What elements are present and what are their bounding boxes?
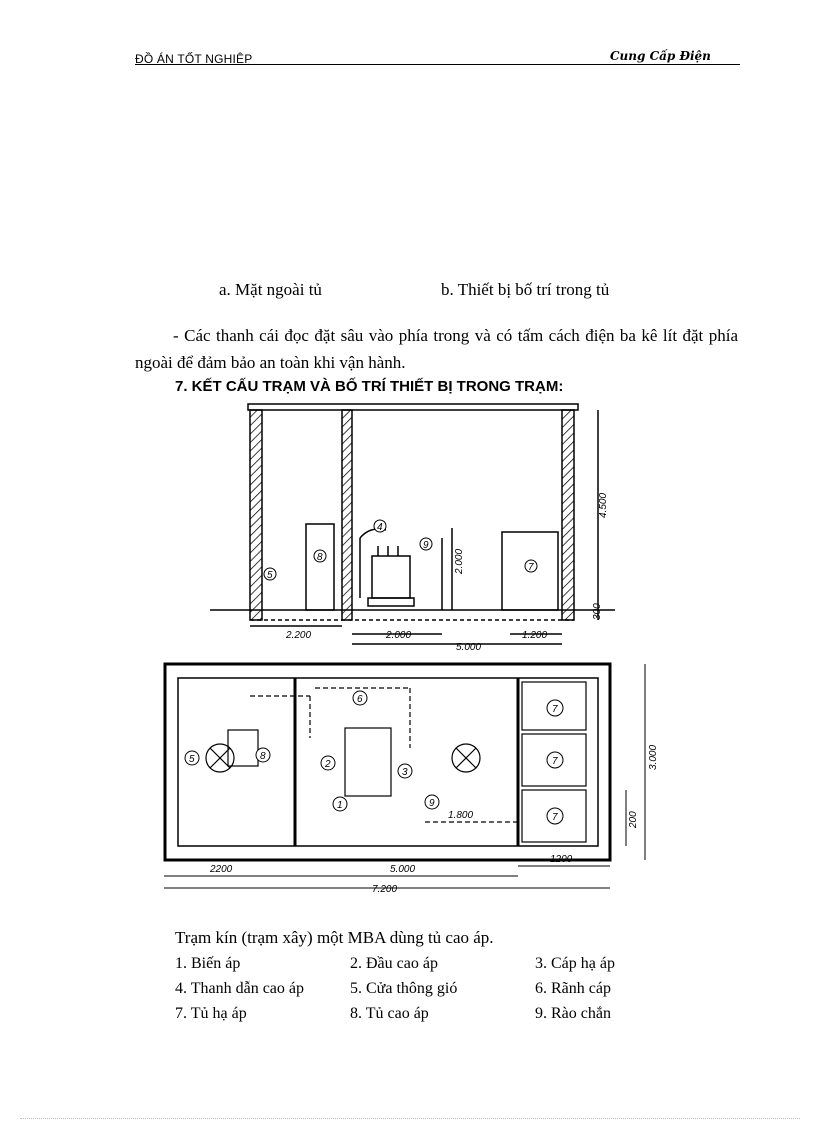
svg-text:3: 3 — [402, 767, 408, 778]
header-rule — [135, 64, 740, 65]
svg-text:7: 7 — [552, 812, 558, 823]
elevation-callouts — [264, 520, 537, 581]
dim-elev-5000: 5.000 — [456, 642, 482, 653]
plan-view — [165, 664, 610, 860]
legend-item: 9. Rào chắn — [535, 1005, 611, 1022]
caption-b: b. Thiết bị bố trí trong tủ — [441, 280, 610, 299]
legend-item: 3. Cáp hạ áp — [535, 955, 615, 972]
svg-text:6: 6 — [357, 694, 363, 705]
dim-elev-2000: 2.000 — [386, 630, 412, 641]
legend-item: 4. Thanh dẫn cao áp — [175, 980, 304, 997]
dim-elev-2000-h: 2.000 — [454, 548, 465, 574]
legend-item: 5. Cửa thông gió — [350, 980, 458, 997]
dim-plan-1800: 1.800 — [448, 810, 474, 821]
svg-text:7: 7 — [528, 562, 534, 573]
footer-rule — [20, 1118, 800, 1119]
dim-elev-4500: 4.500 — [598, 492, 609, 518]
svg-text:8: 8 — [260, 751, 266, 762]
legend-title: Trạm kín (trạm xây) một MBA dùng tủ cao áp. — [175, 928, 494, 947]
dim-elev-300: 300 — [592, 603, 603, 620]
plan-callouts — [185, 691, 563, 824]
legend-item: 7. Tủ hạ áp — [175, 1005, 247, 1022]
legend-item: 8. Tủ cao áp — [350, 1005, 429, 1022]
legend-item: 6. Rãnh cáp — [535, 980, 611, 997]
svg-text:5: 5 — [267, 570, 273, 581]
header-right-title: Cung Cấp Điện — [610, 49, 711, 63]
dim-plan-7200: 7.200 — [372, 884, 398, 895]
dim-plan-2200: 2200 — [210, 864, 233, 875]
dim-elev-2200: 2.200 — [286, 630, 312, 641]
svg-text:7: 7 — [552, 704, 558, 715]
caption-a: a. Mặt ngoài tủ — [219, 280, 322, 299]
legend-item: 2. Đầu cao áp — [350, 955, 438, 972]
dim-plan-200: 200 — [628, 811, 639, 828]
svg-text:9: 9 — [423, 540, 429, 551]
dim-plan-3000: 3.000 — [648, 744, 659, 770]
svg-text:4: 4 — [377, 522, 383, 533]
dim-plan-5000: 5.000 — [390, 864, 416, 875]
svg-text:7: 7 — [552, 756, 558, 767]
substation-diagram — [150, 398, 680, 910]
svg-text:1: 1 — [337, 800, 343, 811]
svg-text:5: 5 — [189, 754, 195, 765]
legend-item: 1. Biến áp — [175, 955, 241, 972]
section-title: 7. KẾT CẤU TRẠM VÀ BỐ TRÍ THIẾT BỊ TRONG TRẠM: — [175, 378, 564, 395]
body-paragraph: - Các thanh cái đọc đặt sâu vào phía trong và có tấm cách điện ba kê lít đặt phía ngoài để đảm bảo an toàn khi vận hành. — [135, 326, 738, 372]
svg-text:9: 9 — [429, 798, 435, 809]
dim-elev-1200: 1.200 — [522, 630, 548, 641]
svg-text:2: 2 — [325, 759, 331, 770]
svg-text:8: 8 — [317, 552, 323, 563]
dim-plan-1200: 1200 — [550, 854, 573, 865]
elevation-view — [210, 404, 615, 644]
header-left-title: ĐỒ ÁN TỐT NGHIỆP — [135, 52, 253, 66]
